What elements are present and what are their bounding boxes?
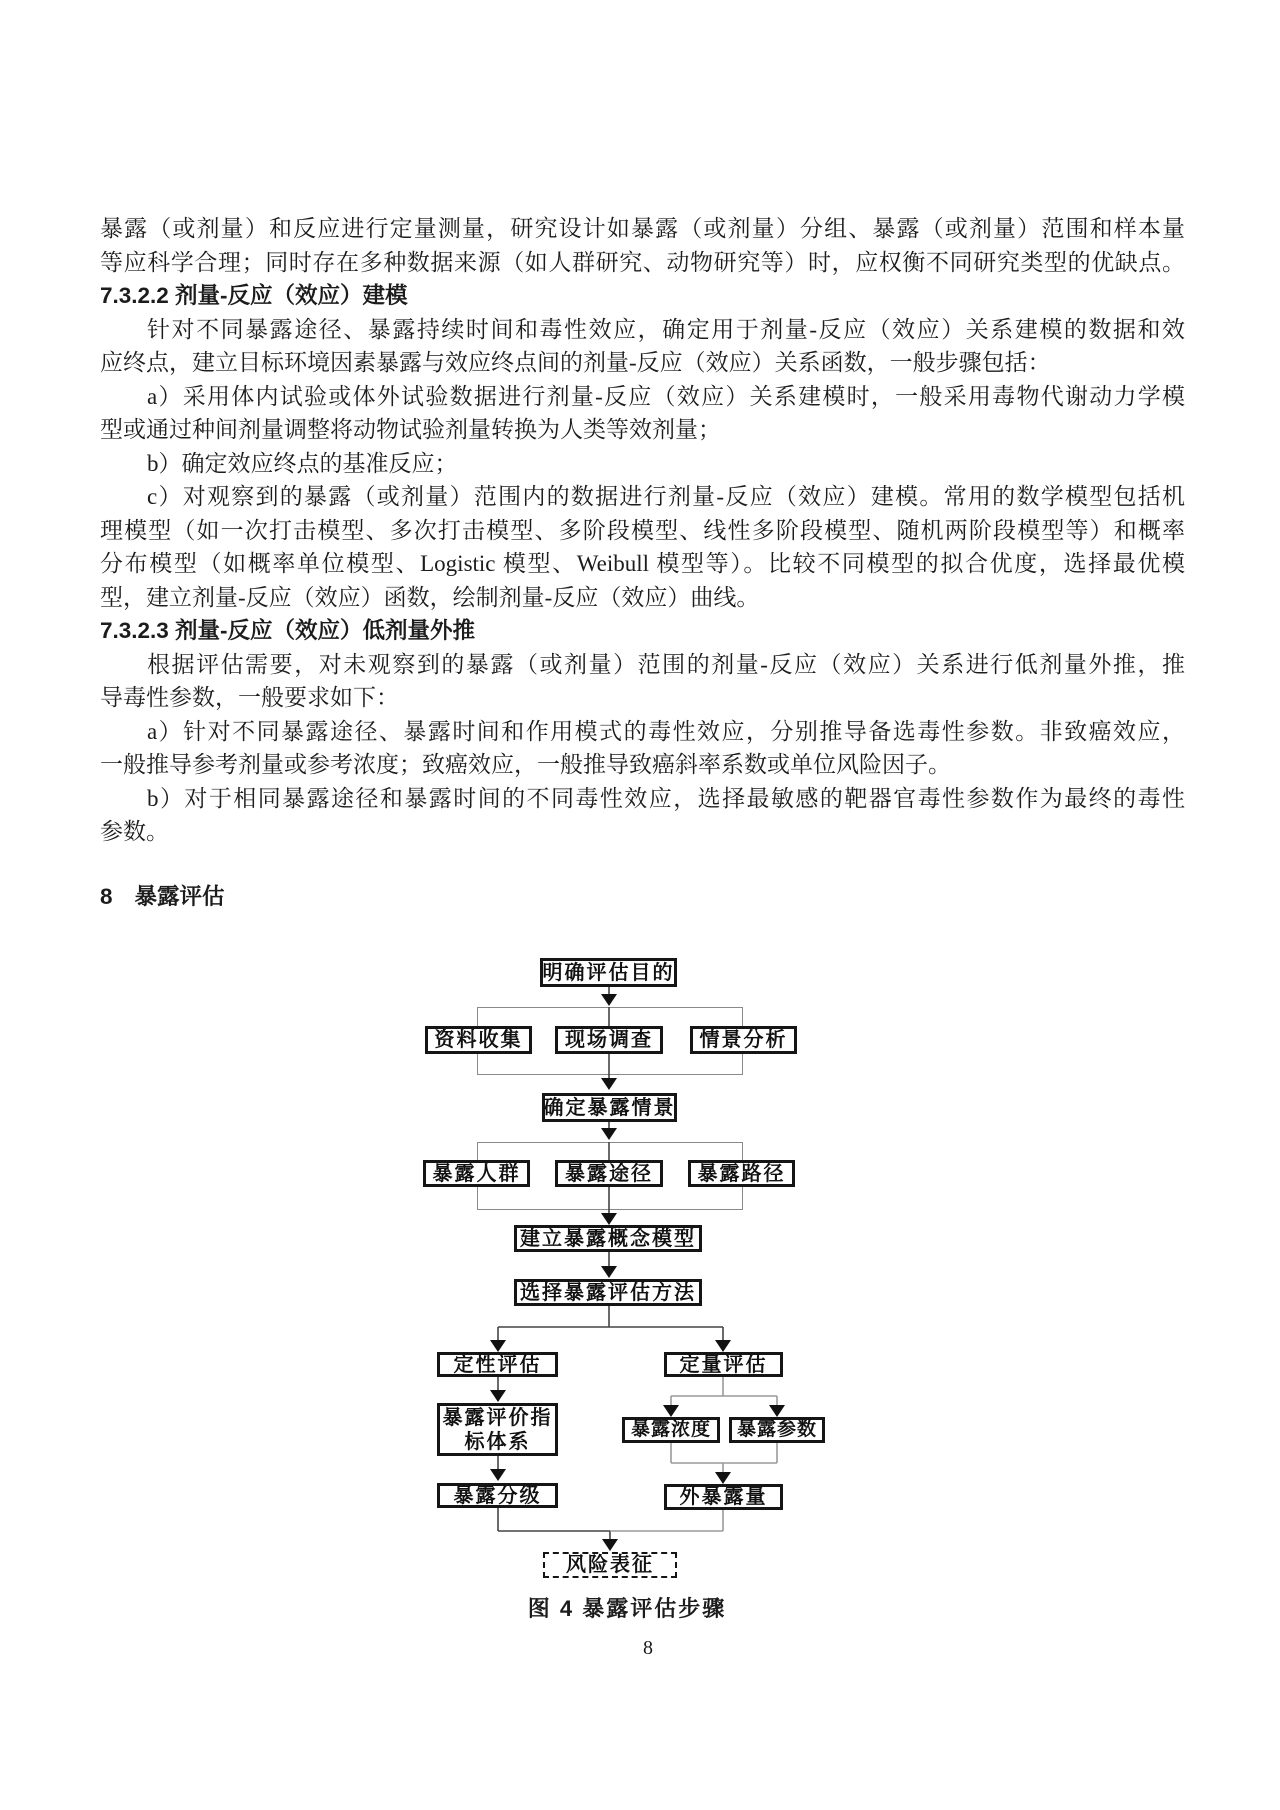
flow-node-scenario-analysis: [690, 1026, 797, 1054]
flow-node-qualitative: [437, 1352, 558, 1377]
flow-node-label: 风险表征: [566, 1554, 654, 1576]
flow-node-risk-characterization: [543, 1552, 677, 1578]
section-number: 8: [100, 884, 113, 909]
figure-caption: 图 4 暴露评估步骤: [527, 1596, 727, 1621]
flow-node-data-collection: [425, 1026, 532, 1054]
flow-node-label: 情景分析: [699, 1029, 788, 1051]
body-line: b）对于相同暴露途径和暴露时间的不同毒性效应，选择最敏感的靶器官毒性参数作为最终的毒性: [147, 785, 1185, 811]
flow-node-label: 暴露途径: [565, 1162, 653, 1185]
flow-node-label: 确定暴露情景: [543, 1096, 676, 1119]
body-line: 针对不同暴露途径、暴露持续时间和毒性效应，确定用于剂量-反应（效应）关系建模的数据和效: [147, 316, 1185, 342]
body-line: 理模型（如一次打击模型、多次打击模型、多阶段模型、线性多阶段模型、随机两阶段模型等）和概率: [100, 517, 1185, 543]
flow-node-site-survey: [555, 1026, 663, 1054]
flow-node-concentration: [622, 1417, 720, 1443]
flow-node-label: 暴露分级: [453, 1484, 542, 1507]
body-line: 型，建立剂量-反应（效应）函数，绘制剂量-反应（效应）曲线。: [100, 584, 760, 610]
flow-node-label: 资料收集: [434, 1029, 523, 1051]
flow-node-label: 明确评估目的: [542, 961, 675, 984]
page-number: 8: [643, 1637, 653, 1659]
flow-node-select-method: [514, 1279, 702, 1306]
flow-node-label: 暴露评价指: [442, 1406, 553, 1429]
flow-node-label: 定性评估: [453, 1353, 542, 1376]
body-line: 参数。: [100, 819, 169, 844]
heading-7323: 7.3.2.3 剂量-反应（效应）低剂量外推: [100, 618, 476, 643]
body-line: 导毒性参数，一般要求如下：: [100, 685, 399, 710]
body-text: [100, 212, 1185, 849]
arrowheads: [490, 994, 785, 1551]
flow-node-aim: [540, 958, 677, 987]
flow-node-label: 建立暴露概念模型: [520, 1227, 696, 1250]
heading-7322: 7.3.2.2 剂量-反应（效应）建模: [100, 283, 408, 308]
flow-node-route: [555, 1160, 663, 1187]
body-line: b）确定效应终点的基准反应；: [147, 450, 458, 476]
flow-node-label: 暴露浓度: [630, 1418, 711, 1440]
body-line: 型或通过种间剂量调整将动物试验剂量转换为人类等效剂量；: [100, 417, 721, 442]
body-line: c）对观察到的暴露（或剂量）范围内的数据进行剂量-反应（效应）建模。常用的数学模型包括机: [147, 484, 1185, 509]
body-line: a）采用体内试验或体外试验数据进行剂量-反应（效应）关系建模时，一般采用毒物代谢动力学模: [147, 383, 1185, 409]
flow-node-pathway: [688, 1160, 795, 1187]
flow-node-conceptual-model: [514, 1225, 702, 1252]
exposure-assessment-flowchart: [0, 950, 1280, 1610]
body-line: 一般推导参考剂量或参考浓度；致癌效应，一般推导致癌斜率系数或单位风险因子。: [100, 752, 951, 777]
flow-node-parameters: [729, 1417, 825, 1443]
body-line: 等应科学合理；同时存在多种数据来源（如人群研究、动物研究等）时，应权衡不同研究类型的优缺点。: [100, 249, 1185, 275]
flow-node-indicator-system: [437, 1403, 558, 1456]
body-line: 暴露（或剂量）和反应进行定量测量，研究设计如暴露（或剂量）分组、暴露（或剂量）范围和样本量: [100, 216, 1185, 241]
flow-node-define-scenario: [542, 1093, 677, 1122]
flow-node-label: 选择暴露评估方法: [520, 1281, 696, 1304]
flow-node-population: [423, 1160, 530, 1187]
section-title: 暴露评估: [134, 884, 225, 909]
body-line: a）针对不同暴露途径、暴露时间和作用模式的毒性效应，分别推导备选毒性参数。非致癌效应，: [147, 718, 1185, 744]
body-line: 分布模型（如概率单位模型、Logistic 模型、Weibull 模型等）。比较不同模型的拟合优度，选择最优模: [100, 551, 1185, 576]
flow-node-grading: [437, 1483, 558, 1508]
flow-node-label: 定量评估: [679, 1353, 768, 1376]
flow-node-label: 暴露参数: [736, 1418, 817, 1440]
flow-node-quantitative: [664, 1352, 783, 1377]
body-line: 应终点，建立目标环境因素暴露与效应终点间的剂量-反应（效应）关系函数，一般步骤包括：: [100, 350, 1051, 375]
flow-node-label: 外暴露量: [679, 1486, 768, 1508]
flow-node-external-dose: [664, 1484, 783, 1510]
section-8-heading: [100, 882, 225, 912]
flow-node-label: 暴露路径: [697, 1162, 786, 1185]
flow-node-label: 标体系: [464, 1430, 531, 1453]
flow-node-label: 暴露人群: [432, 1162, 521, 1185]
body-line: 根据评估需要，对未观察到的暴露（或剂量）范围的剂量-反应（效应）关系进行低剂量外推，推: [147, 651, 1185, 677]
flow-node-label: 现场调查: [565, 1029, 653, 1051]
